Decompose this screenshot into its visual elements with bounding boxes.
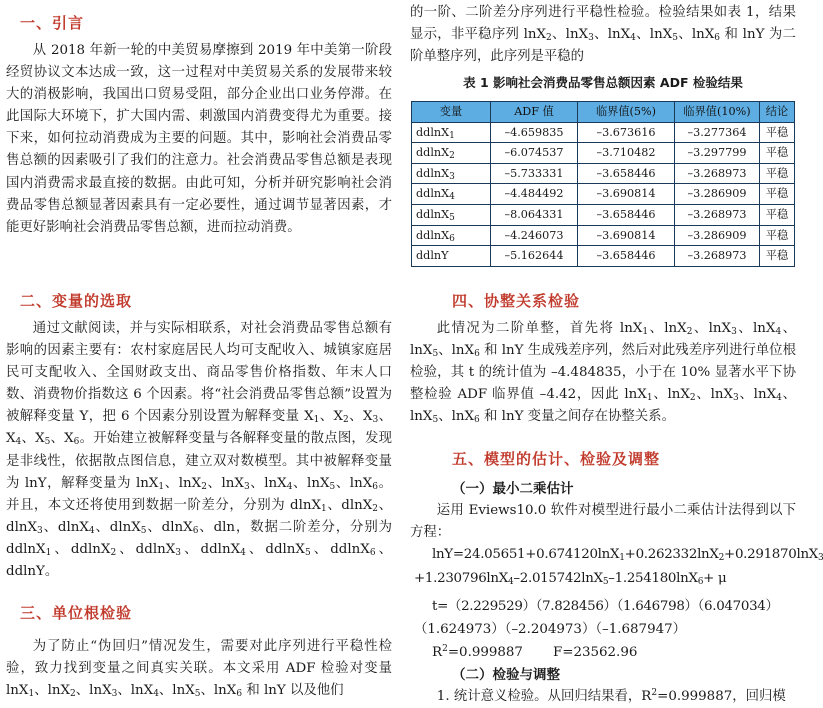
unit-root-paragraph: 为了防止“伪回归”情况发生，需要对此序列进行平稳性检验，致力找到变量之间真实关联。本文采用 ADF 检验对变量 lnX$_1$、lnX$_2$、lnX$_3$、lnX$_4$、lnX$_5$、lnX$_6$ 和 lnY 以及他们 (6, 639, 392, 700)
header-adf: ADF 值 (491, 102, 578, 123)
cell-critical-5: –3.658446 (578, 246, 675, 267)
cell-conclusion: 平稳 (760, 122, 795, 143)
cell-variable: ddlnX$_2$ (412, 143, 491, 164)
r-squared-f-line: $R^2=0.999887$ F=23562.96 (432, 644, 638, 660)
section-title-introduction: 一、引言 (20, 14, 85, 32)
cell-variable: ddlnY (412, 246, 491, 267)
cell-critical-5: –3.690814 (578, 225, 675, 246)
variable-selection-paragraph: 通过文献阅读，并与实际相联系，对社会消费品零售总额有影响的因素主要有：农村家庭居民人均可支配收入、城镇家庭居民可支配收入、全国财政支出、商品零售价格指数、年末人口数、消费物价指数这 6 个因素。将“社会消费品零售总额”设置为被解释变量 Y，把 6 个因素分别设置为解释变量 $X_1$、$X_2$、$X_3$、$X_4$、$X_5$、$X_6$。开始建立被解释变量与各解释变量的散点图，发现是非线性，依据散点图信息，建立双对数模型。其中被解释变量为 lnY，解释变量为 lnX$_1$、lnX$_2$、lnX$_3$、lnX$_4$、lnX$_5$、lnX$_6$。并且，本文还将使用到数据一阶差分，分别为 dlnX$_1$、dlnX$_2$、dlnX$_3$、dlnX$_4$、dlnX$_5$、dlnX$_6$、dln，数据二阶差分，分别为 ddlnX$_1$、ddlnX$_2$、ddlnX$_3$、ddlnX$_4$、ddlnX$_5$、ddlnX$_6$、ddlnY。 (6, 321, 392, 580)
cell-critical-5: –3.710482 (578, 143, 675, 164)
cell-critical-5: –3.658446 (578, 163, 675, 184)
table-row (412, 204, 795, 225)
cell-critical-10: –3.277364 (675, 122, 760, 143)
subsection-title-testing: （二）检验与调整 (452, 667, 560, 683)
ols-paragraph: 运用 Eviews10.0 软件对模型进行最小二乘估计法得到以下方程： (410, 503, 796, 541)
cell-conclusion: 平稳 (760, 184, 795, 205)
t-statistics-line1: t=（2.229529）（7.828456）（1.646798）（6.047034） (432, 599, 779, 614)
table-row (412, 122, 795, 143)
cell-critical-10: –3.268973 (675, 204, 760, 225)
table-row (412, 163, 795, 184)
header-variable: 变量 (412, 102, 491, 123)
introduction-paragraph: 从 2018 年新一轮的中美贸易摩擦到 2019 年中美第一阶段经贸协议文本达成一致，这一过程对中美贸易关系的发展带来较大的消极影响，我国出口贸易受阻，部分企业出口业务停滞。在此国际大环境下，扩大国内需、刺激国内消费变得尤为重要。接下来，如何拉动消费成为主要的问题。其中，影响社会消费品零售总额的因素吸引了我们的注意力。社会消费品零售总额是表现国内消费需求最直接的数据。由此可知，分析并研究影响社会消费品零售总额显著因素具有一定必要性，通过调节显著因素，才能更好影响社会消费品零售总额，进而拉动消费。 (6, 43, 392, 235)
regression-equation-line2: +1.230796lnX$_4$–2.015742lnX$_5$–1.254180lnX$_6$+ μ (414, 571, 727, 587)
cell-critical-5: –3.673616 (578, 122, 675, 143)
cell-critical-10: –3.268973 (675, 163, 760, 184)
cell-adf: –6.074537 (491, 143, 578, 164)
cell-variable: ddlnX$_1$ (412, 122, 491, 143)
cell-critical-10: –3.268973 (675, 246, 760, 267)
testing-paragraph: 1. 统计意义检验。从回归结果看，$R^2=0.999887$，回归模 (436, 688, 786, 704)
cointegration-paragraph: 此情况为二阶单整，首先将 lnX$_1$、lnX$_2$、lnX$_3$、lnX$_4$、lnX$_5$、lnX$_6$ 和 lnY 生成残差序列，然后对此残差序列进行单位根检验，其 t 的统计值为 –4.484835，小于在 10% 显著水平下协整检验 ADF 临界值 –4.42，因此 lnX$_1$、lnX$_2$、lnX$_3$、lnX$_4$、lnX$_5$、lnX$_6$ 和 lnY 变量之间存在协整关系。 (410, 321, 797, 426)
table-row (412, 184, 795, 205)
cell-critical-5: –3.658446 (578, 204, 675, 225)
cell-critical-10: –3.286909 (675, 184, 760, 205)
cell-conclusion: 平稳 (760, 225, 795, 246)
t-statistics-line2: （1.624973）（–2.204973）（–1.687947） (414, 622, 687, 637)
stationarity-paragraph: 的一阶、二阶差分序列进行平稳性检验。检验结果如表 1，结果显示，非平稳序列 lnX$_2$、lnX$_3$、lnX$_4$、lnX$_5$、lnX$_6$ 和 lnY 为二阶单整序列，此序列是平稳的 (410, 5, 796, 65)
cell-adf: –4.246073 (491, 225, 578, 246)
cell-adf: –4.659835 (491, 122, 578, 143)
cell-variable: ddlnX$_4$ (412, 184, 491, 205)
cell-critical-10: –3.297799 (675, 143, 760, 164)
section-title-variable-selection: 二、变量的选取 (20, 292, 133, 310)
cell-conclusion: 平稳 (760, 204, 795, 225)
cell-conclusion: 平稳 (760, 246, 795, 267)
cell-adf: –5.733331 (491, 163, 578, 184)
cell-variable: ddlnX$_6$ (412, 225, 491, 246)
cell-conclusion: 平稳 (760, 163, 795, 184)
cell-conclusion: 平稳 (760, 143, 795, 164)
header-critical-5: 临界值(5%) (578, 102, 675, 123)
cell-critical-10: –3.286909 (675, 225, 760, 246)
section-title-model-estimation: 五、模型的估计、检验及调整 (452, 450, 661, 468)
table-row (412, 143, 795, 164)
table-title: 表 1 影响社会消费品零售总额因素 ADF 检验结果 (463, 75, 743, 90)
table-row (412, 225, 795, 246)
subsection-title-ols: （一）最小二乘估计 (452, 481, 574, 497)
adf-results-table (411, 101, 795, 267)
section-title-unit-root-test: 三、单位根检验 (20, 604, 133, 622)
section-title-cointegration: 四、协整关系检验 (452, 292, 581, 310)
header-conclusion: 结论 (760, 102, 795, 123)
header-critical-10: 临界值(10%) (675, 102, 760, 123)
cell-adf: –5.162644 (491, 246, 578, 267)
cell-variable: ddlnX$_5$ (412, 204, 491, 225)
cell-variable: ddlnX$_3$ (412, 163, 491, 184)
table-row (412, 246, 795, 267)
table-header-row (412, 102, 795, 123)
cell-adf: –4.484492 (491, 184, 578, 205)
regression-equation-line1: lnY=24.05651+0.674120lnX$_1$+0.262332lnX$_2$+0.291870lnX$_3$ (432, 547, 823, 563)
cell-critical-5: –3.690814 (578, 184, 675, 205)
cell-adf: –8.064331 (491, 204, 578, 225)
